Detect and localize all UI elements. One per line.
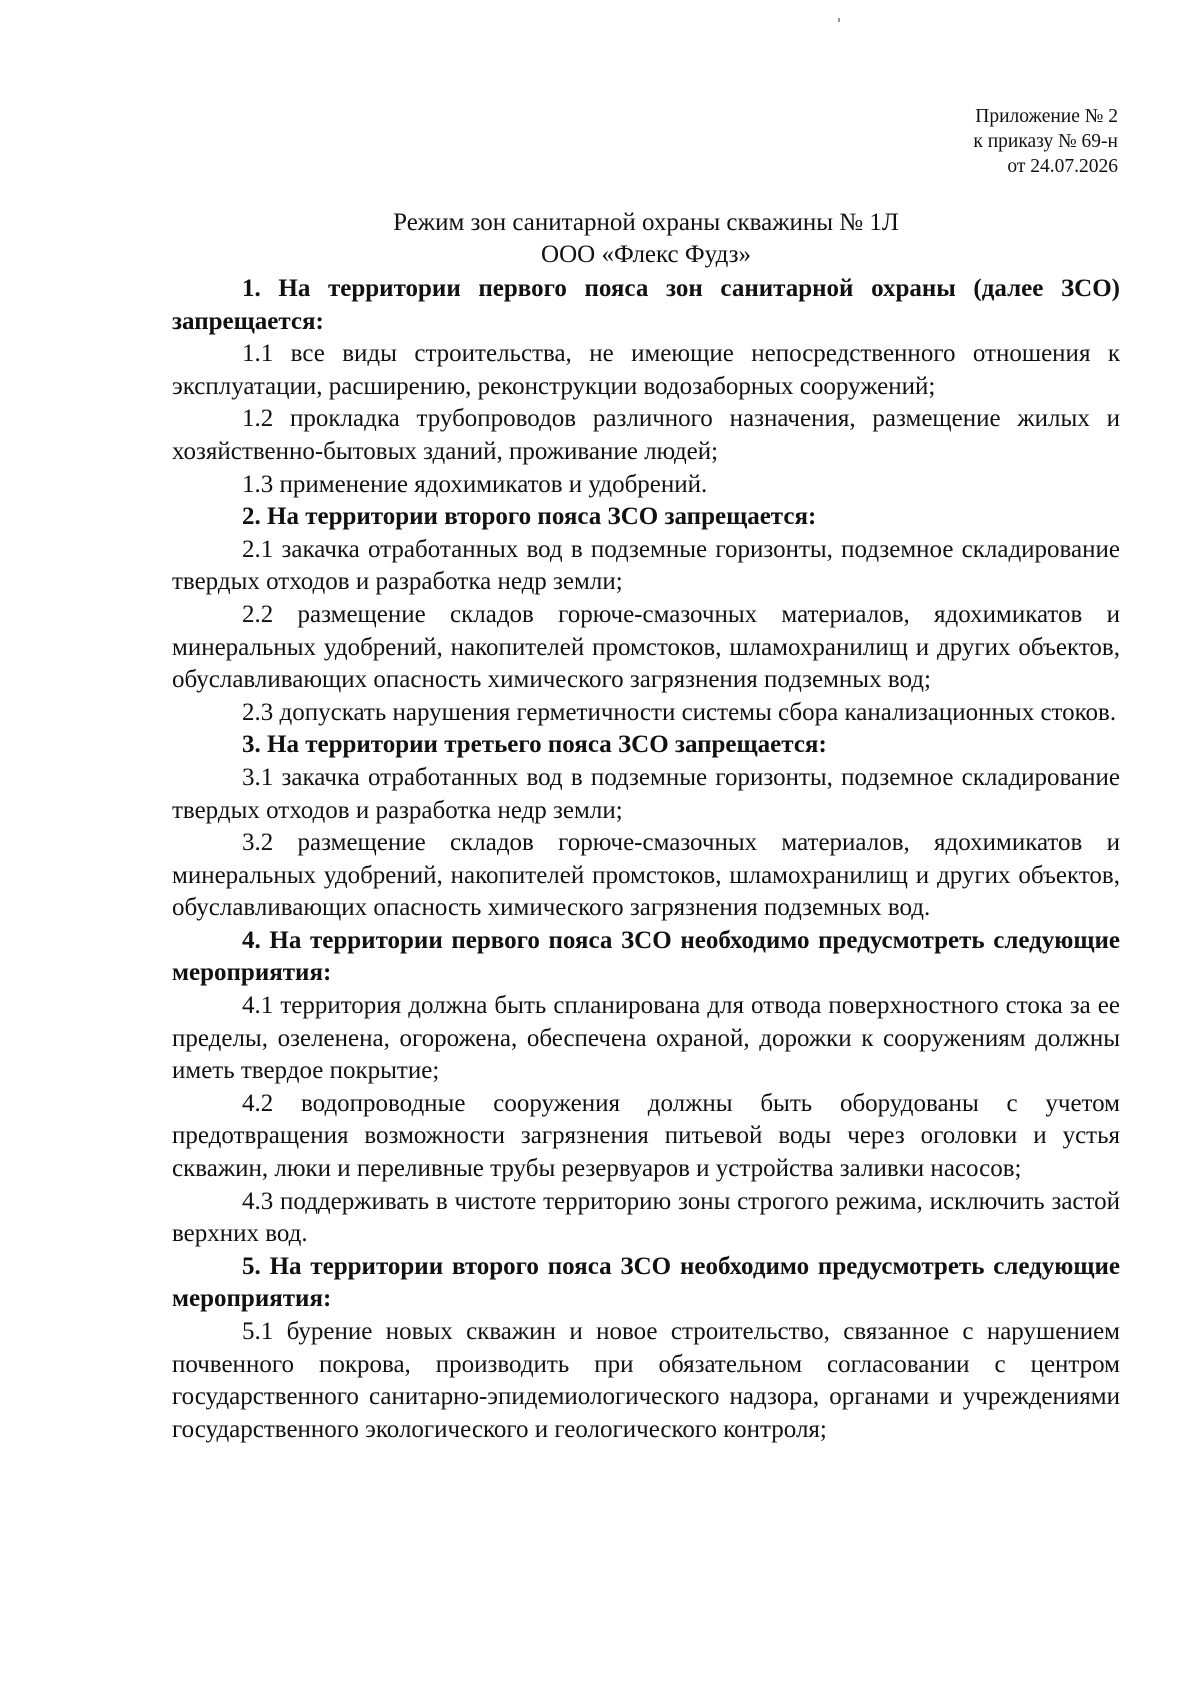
- section-1-heading: 1. На территории первого пояса зон санитарной охраны (далее ЗСО) запрещается:: [172, 275, 1120, 335]
- section-5-heading: 5. На территории второго пояса ЗСО необходимо предусмотреть следующие мероприятия:: [172, 1252, 1120, 1313]
- section-1-item-3: 1.3 применение ядохимикатов и удобрений.: [242, 470, 708, 498]
- section-2-item-2: 2.2 размещение складов горюче-смазочных материалов, ядохимикатов и минеральных удобрений, накопителей промстоков, шламохранилищ и других объектов, обуславливающих опасность химического загрязнения подземных вод;: [172, 600, 1120, 694]
- attachment-reference: [973, 104, 1118, 179]
- order-date: от 24.07.2026: [1007, 156, 1118, 177]
- order-number: к приказу № 69-н: [973, 131, 1118, 152]
- section-5-item-1: 5.1 бурение новых скважин и новое строительство, связанное с нарушением почвенного покрова, производить при обязательном согласовании с центром государственного санитарно-эпидемиологического надзора, органами и учреждениями государственного экологического и геологического контроля;: [172, 1318, 1120, 1443]
- title-line-1: Режим зон санитарной охраны скважины № 1Л: [393, 209, 899, 236]
- section-1-item-1: 1.1 все виды строительства, не имеющие непосредственного отношения к эксплуатации, расширению, реконструкции водозаборных сооружений;: [172, 340, 1120, 400]
- section-2-item-1: 2.1 закачка отработанных вод в подземные горизонты, подземное складирование твердых отходов и разработка недр земли;: [172, 535, 1120, 596]
- attachment-number: Приложение № 2: [975, 106, 1118, 127]
- document-body: [172, 273, 1120, 1446]
- document-title: [172, 207, 1120, 271]
- section-4-item-1: 4.1 территория должна быть спланирована для отвода поверхностного стока за ее пределы, озеленена, огорожена, обеспечена охраной, дорожки к сооружениям должны иметь твердое покрытие;: [172, 992, 1120, 1085]
- title-line-2: ООО «Флекс Фудз»: [541, 241, 751, 268]
- section-2-item-3: 2.3 допускать нарушения герметичности системы сбора канализационных стоков.: [242, 698, 1117, 726]
- section-4-heading: 4. На территории первого пояса ЗСО необходимо предусмотреть следующие мероприятия:: [172, 926, 1120, 987]
- section-3-item-2: 3.2 размещение складов горюче-смазочных материалов, ядохимикатов и минеральных удобрений, накопителей промстоков, шламохранилищ и других объектов, обуславливающих опасность химического загрязнения подземных вод.: [172, 829, 1120, 922]
- section-3-item-1: 3.1 закачка отработанных вод в подземные горизонты, подземное складирование твердых отходов и разработка недр земли;: [172, 763, 1120, 824]
- section-4-item-2: 4.2 водопроводные сооружения должны быть оборудованы с учетом предотвращения возможности загрязнения питьевой воды через оголовки и устья скважин, люки и переливные трубы резервуаров и устройства заливки насосов;: [172, 1089, 1120, 1183]
- section-3-heading: 3. На территории третьего пояса ЗСО запрещается:: [242, 731, 827, 759]
- section-4-item-3: 4.3 поддерживать в чистоте территорию зоны строгого режима, исключить застой верхних вод.: [172, 1187, 1120, 1248]
- scan-speck: [838, 18, 840, 22]
- section-1-item-2: 1.2 прокладка трубопроводов различного назначения, размещение жилых и хозяйственно-бытовых зданий, проживание людей;: [172, 405, 1120, 465]
- section-2-heading: 2. На территории второго пояса ЗСО запрещается:: [242, 503, 817, 531]
